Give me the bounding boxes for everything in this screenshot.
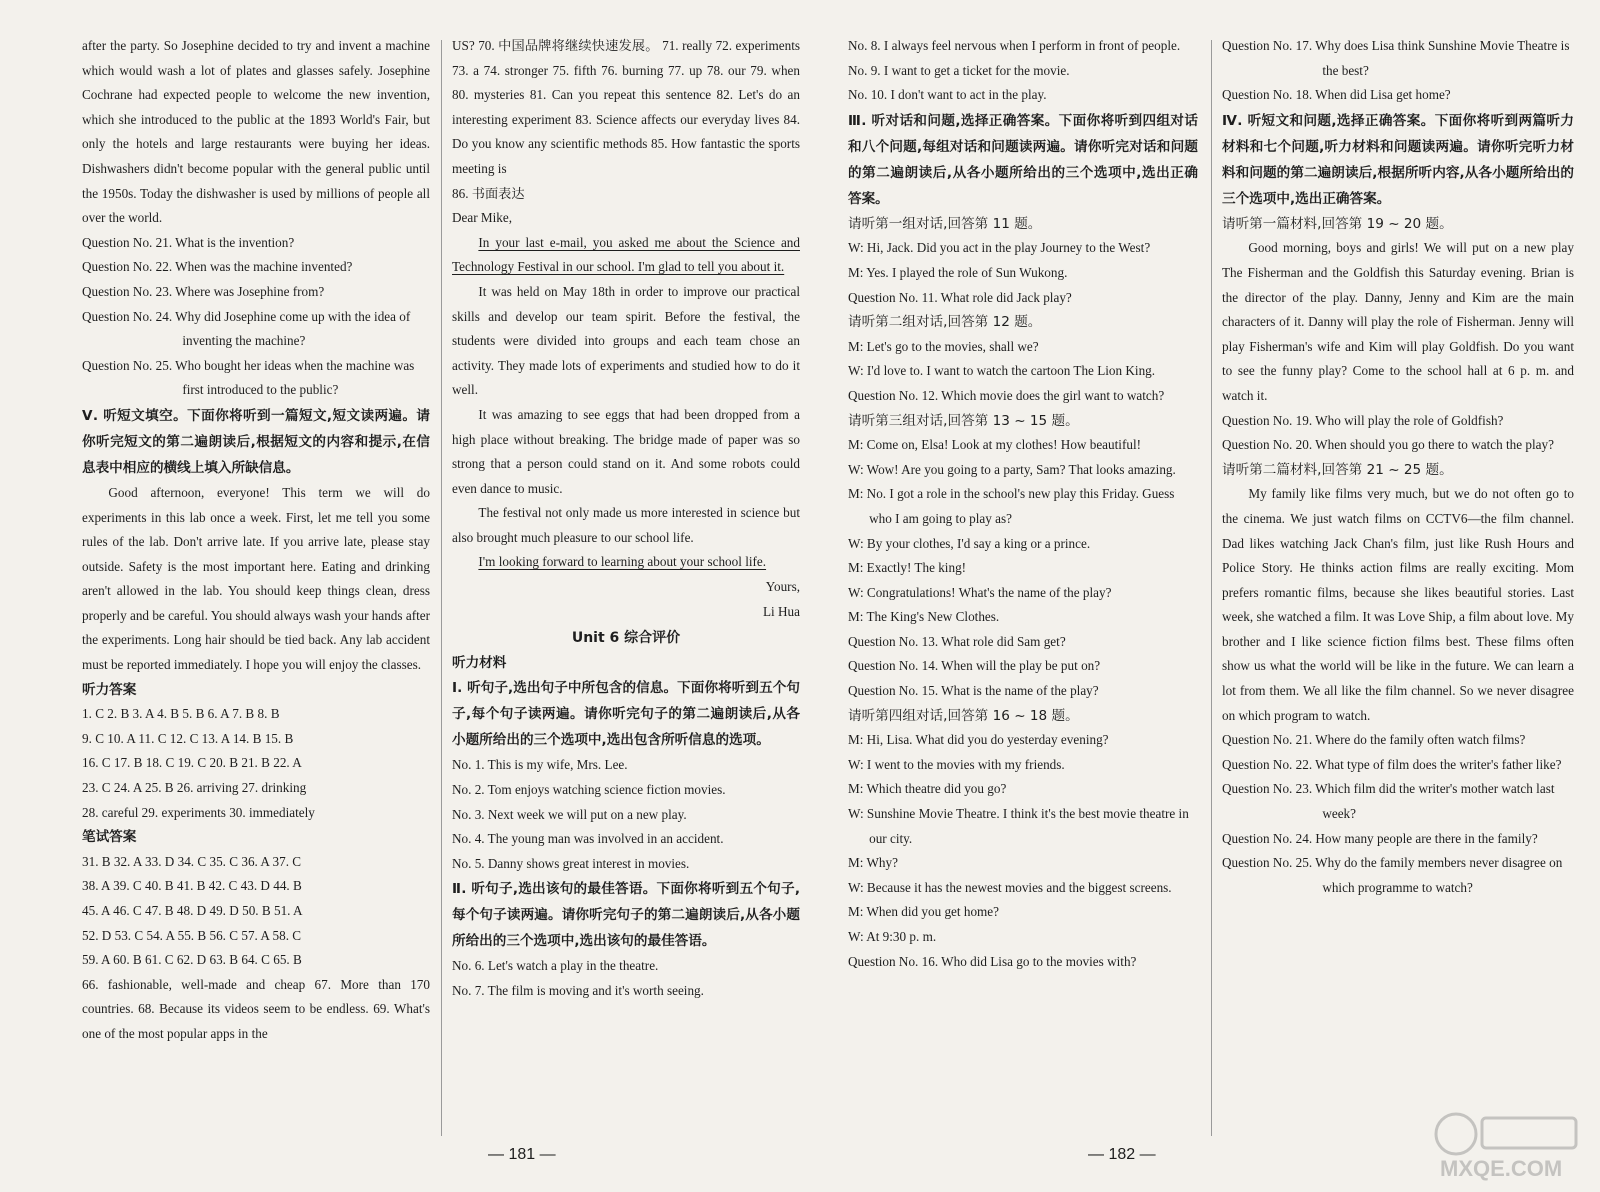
- group-instruction: 请听第二篇材料,回答第 21 ~ 25 题。: [1222, 461, 1453, 478]
- question-16: Question No. 16. Who did Lisa go to the movies with?: [848, 953, 1137, 969]
- passage-text: Good morning, boys and girls! We will put on a new play The Fisherman and the Goldfish this Saturday evening. Brian is the director of the play. Danny, Jenny and Kim are the main characters of it. Danny will play the role of Fisherman. Jenny will play Fisherman's wife and Kim will play Goldfish. Do you want to see the funny play? Come to the school hall at 6 p. m. and watch it.: [1222, 240, 1574, 403]
- dialogue-line: M: No. I got a role in the school's new play this Friday. Guess who I am going to play as?: [848, 486, 1175, 526]
- column-divider: [1211, 40, 1212, 1136]
- letter-paragraph: The festival not only made us more interested in science but also brought much pleasure to our school life.: [452, 505, 800, 545]
- answer-line: 23. C 24. A 25. B 26. arriving 27. drinking: [82, 780, 307, 796]
- column-divider: [441, 40, 442, 1136]
- dialogue-line: W: By your clothes, I'd say a king or a prince.: [848, 535, 1091, 551]
- question-14: Question No. 14. When will the play be put on?: [848, 658, 1101, 674]
- answer-line: 16. C 17. B 18. C 19. C 20. B 21. B 22. A: [82, 755, 302, 771]
- listening-material-heading: 听力材料: [452, 654, 507, 671]
- sentence-item: No. 8. I always feel nervous when I perform in front of people.: [848, 38, 1181, 53]
- passage-text: after the party. So Josephine decided to try and invent a machine which would wash a lot of plates and glasses safely. Josephine Cochrane had expected people to welcome the new invention, which she introduced to the public at the 1893 World's Fair, but only the hotels and large restaurants were buying her ideas. Dishwashers didn't become popular with the general public until the 1950s. Today the dishwasher is used by millions of people all over the world.: [82, 38, 430, 226]
- group-instruction: 请听第一篇材料,回答第 19 ~ 20 题。: [1222, 215, 1453, 232]
- page-number-left: — 181 —: [488, 1146, 556, 1163]
- writing-heading: 86. 书面表达: [452, 185, 525, 201]
- sentence-item: No. 5. Danny shows great interest in movies.: [452, 855, 690, 871]
- question-22: Question No. 22. What type of film does the writer's father like?: [1222, 756, 1562, 772]
- answer-line: 9. C 10. A 11. C 12. C 13. A 14. B 15. B: [82, 730, 294, 746]
- question-21: Question No. 21. What is the invention?: [82, 234, 295, 250]
- dialogue-line: M: Why?: [848, 855, 898, 871]
- answer-line: 28. careful 29. experiments 30. immediately: [82, 804, 315, 820]
- watermark-text: MXQE.COM: [1440, 1156, 1563, 1181]
- sentence-item: No. 4. The young man was involved in an accident.: [452, 831, 724, 847]
- letter-paragraph: In your last e-mail, you asked me about the Science and Technology Festival in our school. I'm glad to tell you about it.: [452, 234, 800, 275]
- sentence-item: No. 10. I don't want to act in the play.: [848, 87, 1047, 103]
- written-answers-heading: 笔试答案: [82, 829, 137, 846]
- dialogue-line: W: Wow! Are you going to a party, Sam? That looks amazing.: [848, 461, 1176, 477]
- question-23: Question No. 23. Which film did the writer's mother watch last week?: [1222, 781, 1555, 822]
- column-2: [452, 34, 800, 1004]
- dialogue-line: M: The King's New Clothes.: [848, 609, 1000, 625]
- question-15: Question No. 15. What is the name of the play?: [848, 683, 1099, 699]
- passage-text: Good afternoon, everyone! This term we will do experiments in this lab once a week. First, let me tell you some rules of the lab. Don't arrive late. If you arrive late, please stay outside. Safety is the most important here. Eating and drinking aren't allowed in the lab. You should keep things clean, dress properly and be careful. You should always wash your hands after the experiments. Long hair should be tied back. Any lab accident must be reported immediately. I hope you will enjoy the classes.: [82, 484, 430, 673]
- dialogue-line: M: Yes. I played the role of Sun Wukong.: [848, 264, 1068, 280]
- dialogue-line: W: Congratulations! What's the name of the play?: [848, 584, 1112, 600]
- question-12: Question No. 12. Which movie does the girl want to watch?: [848, 387, 1165, 403]
- answer-line: 1. C 2. B 3. A 4. B 5. B 6. A 7. B 8. B: [82, 706, 280, 722]
- question-25: Question No. 25. Why do the family members never disagree on which programme to watch?: [1222, 855, 1563, 895]
- letter-greeting: Dear Mike,: [452, 210, 513, 226]
- dialogue-line: M: When did you get home?: [848, 904, 1000, 920]
- question-17: Question No. 17. Why does Lisa think Sunshine Movie Theatre is the best?: [1222, 38, 1570, 78]
- answer-line: 31. B 32. A 33. D 34. C 35. C 36. A 37. C: [82, 853, 302, 869]
- answer-line: 59. A 60. B 61. C 62. D 63. B 64. C 65. B: [82, 952, 302, 968]
- dialogue-line: M: Which theatre did you go?: [848, 781, 1007, 797]
- group-instruction: 请听第一组对话,回答第 11 题。: [848, 215, 1042, 232]
- dialogue-line: M: Hi, Lisa. What did you do yesterday evening?: [848, 732, 1109, 748]
- letter-signature: Li Hua: [763, 603, 800, 619]
- sentence-item: No. 7. The film is moving and it's worth seeing.: [452, 983, 704, 998]
- question-13: Question No. 13. What role did Sam get?: [848, 633, 1066, 649]
- sentence-item: No. 2. Tom enjoys watching science fiction movies.: [452, 782, 726, 798]
- answer-line: 66. fashionable, well-made and cheap 67. More than 170 countries. 68. Because its videos seem to be endless. 69. What's one of the most popular apps in the: [82, 976, 430, 1041]
- sentence-item: No. 3. Next week we will put on a new play.: [452, 806, 687, 822]
- letter-paragraph: It was amazing to see eggs that had been dropped from a high place without breaking. The bridge made of paper was so strong that a person could stand on it. And some robots could even dance to music.: [452, 406, 800, 496]
- passage-text: My family like films very much, but we do not often go to the cinema. We just watch films on CCTV6—the film channel. Dad likes watching Jack Chan's film, just like Rush Hours and Police Story. He thinks action films are really exciting. Mom prefers romantic films, because she likes beautiful stories. Last week, she watched a film. It was Love Ship, a film about love. My brother and I like science fiction films best. These films often show us what the world will be like in the future. We can learn a lot from them. We all like the film channel. So we never disagree on which program to watch.: [1222, 486, 1574, 723]
- dialogue-line: W: I'd love to. I want to watch the cartoon The Lion King.: [848, 363, 1156, 379]
- question-24: Question No. 24. How many people are there in the family?: [1222, 830, 1538, 846]
- question-20: Question No. 20. When should you go there to watch the play?: [1222, 437, 1554, 453]
- letter-closing: Yours,: [765, 579, 800, 595]
- dialogue-line: W: Sunshine Movie Theatre. I think it's the best movie theatre in our city.: [848, 806, 1189, 846]
- question-19: Question No. 19. Who will play the role of Goldfish?: [1222, 412, 1504, 428]
- question-11: Question No. 11. What role did Jack play?: [848, 289, 1072, 305]
- dialogue-line: W: Because it has the newest movies and the biggest screens.: [848, 879, 1172, 895]
- dialogue-line: W: I went to the movies with my friends.: [848, 756, 1065, 772]
- section-3-instructions: Ⅲ. 听对话和问题,选择正确答案。下面你将听到四组对话和八个问题,每组对话和问题读两遍。请你听完对话和问题的第二遍朗读后,从各小题所给出的三个选项中,选出正确答案。: [848, 112, 1198, 207]
- sentence-item: No. 1. This is my wife, Mrs. Lee.: [452, 757, 628, 773]
- listening-answers-heading: 听力答案: [82, 681, 137, 698]
- page-number-right: — 182 —: [1088, 1146, 1156, 1163]
- group-instruction: 请听第三组对话,回答第 13 ~ 15 题。: [848, 412, 1079, 429]
- question-22: Question No. 22. When was the machine invented?: [82, 259, 353, 275]
- dialogue-line: M: Exactly! The king!: [848, 560, 967, 576]
- column-4: [1222, 34, 1574, 900]
- question-18: Question No. 18. When did Lisa get home?: [1222, 87, 1451, 103]
- unit-title: Unit 6 综合评价: [571, 630, 681, 647]
- group-instruction: 请听第二组对话,回答第 12 题。: [848, 314, 1042, 331]
- section-2-instructions: Ⅱ. 听句子,选出该句的最佳答语。下面你将听到五个句子,每个句子读两遍。请你听完句子的第二遍朗读后,从各小题所给出的三个选项中,选出该句的最佳答语。: [452, 881, 800, 950]
- letter-paragraph: It was held on May 18th in order to improve our practical skills and develop our team spirit. Before the festival, the students were divided into groups and each team chose an activity. They made lots of experiments and studied how to do it well.: [452, 283, 800, 398]
- group-instruction: 请听第四组对话,回答第 16 ~ 18 题。: [848, 707, 1079, 724]
- answer-line: 45. A 46. C 47. B 48. D 49. D 50. B 51. A: [82, 903, 303, 918]
- dialogue-line: W: At 9:30 p. m.: [848, 929, 937, 944]
- section-5-instructions: Ⅴ. 听短文填空。下面你将听到一篇短文,短文读两遍。请你听完短文的第二遍朗读后,根据短文的内容和提示,在信息表中相应的横线上填入所缺信息。: [82, 407, 430, 476]
- sentence-item: No. 9. I want to get a ticket for the movie.: [848, 62, 1070, 78]
- question-24: Question No. 24. Why did Josephine come up with the idea of inventing the machine?: [82, 308, 411, 349]
- section-1-instructions: Ⅰ. 听句子,选出句子中所包含的信息。下面你将听到五个句子,每个句子读两遍。请你听完句子的第二遍朗读后,从各小题所给出的三个选项中,选出包含所听信息的选项。: [452, 680, 800, 749]
- watermark-logo: [1420, 1108, 1590, 1184]
- answer-line: US? 70. 中国品牌将继续快速发展。 71. really 72. experiments 73. a 74. stronger 75. fifth 76. burning 77. up 78. our 79. when 80. mysteries 81. Can you repeat this sentence 82. Let's do an interesting experiment 83. Science affects our everyday lives 84. Do you know any scientific methods 85. How fantastic the sports meeting is: [452, 38, 800, 176]
- letter-paragraph: I'm looking forward to learning about your school life.: [478, 554, 767, 570]
- question-23: Question No. 23. Where was Josephine from?: [82, 283, 325, 299]
- column-3: [848, 34, 1198, 974]
- dialogue-line: M: Let's go to the movies, shall we?: [848, 338, 1039, 354]
- answer-line: 38. A 39. C 40. B 41. B 42. C 43. D 44. B: [82, 878, 302, 894]
- dialogue-line: W: Hi, Jack. Did you act in the play Journey to the West?: [848, 240, 1151, 256]
- answer-line: 52. D 53. C 54. A 55. B 56. C 57. A 58. C: [82, 927, 302, 943]
- question-25: Question No. 25. Who bought her ideas when the machine was first introduced to the public?: [82, 357, 415, 398]
- question-21: Question No. 21. Where do the family often watch films?: [1222, 732, 1526, 748]
- section-4-instructions: Ⅳ. 听短文和问题,选择正确答案。下面你将听到两篇听力材料和七个问题,听力材料和问题读两遍。请你听完听力材料和问题的第二遍朗读后,根据所听内容,从各小题所给出的三个选项中,选出正确答案。: [1222, 112, 1574, 207]
- sentence-item: No. 6. Let's watch a play in the theatre.: [452, 958, 659, 974]
- column-1: [82, 34, 430, 1047]
- dialogue-line: M: Come on, Elsa! Look at my clothes! How beautiful!: [848, 437, 1141, 453]
